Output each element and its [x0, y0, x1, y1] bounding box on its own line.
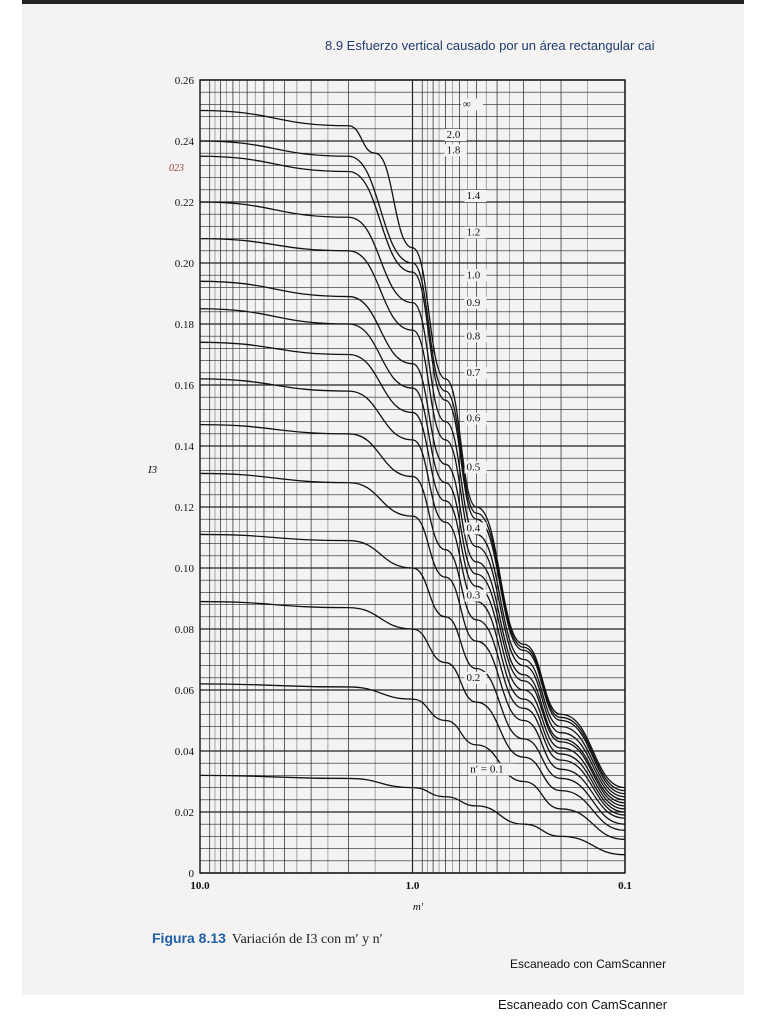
series-label: n′ = 0.1 [470, 763, 504, 776]
y-tick-label: 0.20 [174, 258, 194, 270]
figure-caption [152, 930, 383, 948]
scanner-watermark-footer: Escaneado con CamScanner [498, 997, 668, 1012]
chart-labels [445, 99, 515, 776]
y-tick-label: 0.24 [174, 136, 194, 148]
figure-caption-text: Variación de I3 con m′ y n′ [231, 932, 383, 947]
y-axis-label: I3 [148, 464, 158, 476]
series-label: 1.8 [446, 144, 461, 157]
series-label: 0.3 [466, 589, 481, 602]
series-label: ∞ [462, 98, 471, 111]
series-label: 0.4 [466, 522, 481, 535]
series-label: 0.9 [466, 296, 481, 309]
y-tick-label: 0.06 [174, 685, 194, 697]
y-tick-label: 0.16 [174, 380, 194, 392]
y-tick-label: 0.14 [174, 441, 194, 453]
y-tick-label: 0.26 [174, 75, 194, 87]
handwritten-note: 023 [169, 163, 184, 174]
y-tick-label: 0.18 [174, 319, 194, 331]
series-label: 0.8 [466, 330, 481, 343]
series-label: 0.6 [466, 412, 481, 425]
series-label: 0.2 [466, 671, 481, 684]
series-label: 0.5 [466, 461, 481, 474]
y-tick-label: 0.10 [174, 563, 194, 575]
y-tick-label: 0.04 [174, 746, 194, 758]
y-tick-label: 0.08 [174, 624, 194, 636]
series-label: 1.2 [466, 226, 481, 239]
series-label: 2.0 [446, 129, 461, 141]
series-label: 1.0 [466, 269, 481, 282]
y-tick-label: 0.12 [174, 502, 194, 514]
scanner-watermark: Escaneado con CamScanner [510, 957, 667, 971]
series-label: 0.7 [466, 366, 481, 379]
y-tick-label: 0.22 [174, 197, 194, 209]
series-label: 1.4 [466, 190, 481, 202]
x-tick-label: 10.0 [190, 880, 210, 892]
figure-number: Figura 8.13 [152, 930, 226, 946]
page-header: 8.9 Esfuerzo vertical causado por un área rectangular cai [325, 38, 655, 53]
y-tick-label: 0.02 [174, 807, 194, 819]
x-tick-label: 0.1 [618, 880, 632, 892]
x-axis-label: m′ [412, 901, 424, 913]
y-tick-label: 0 [188, 868, 194, 880]
x-tick-label: 1.0 [405, 880, 420, 892]
